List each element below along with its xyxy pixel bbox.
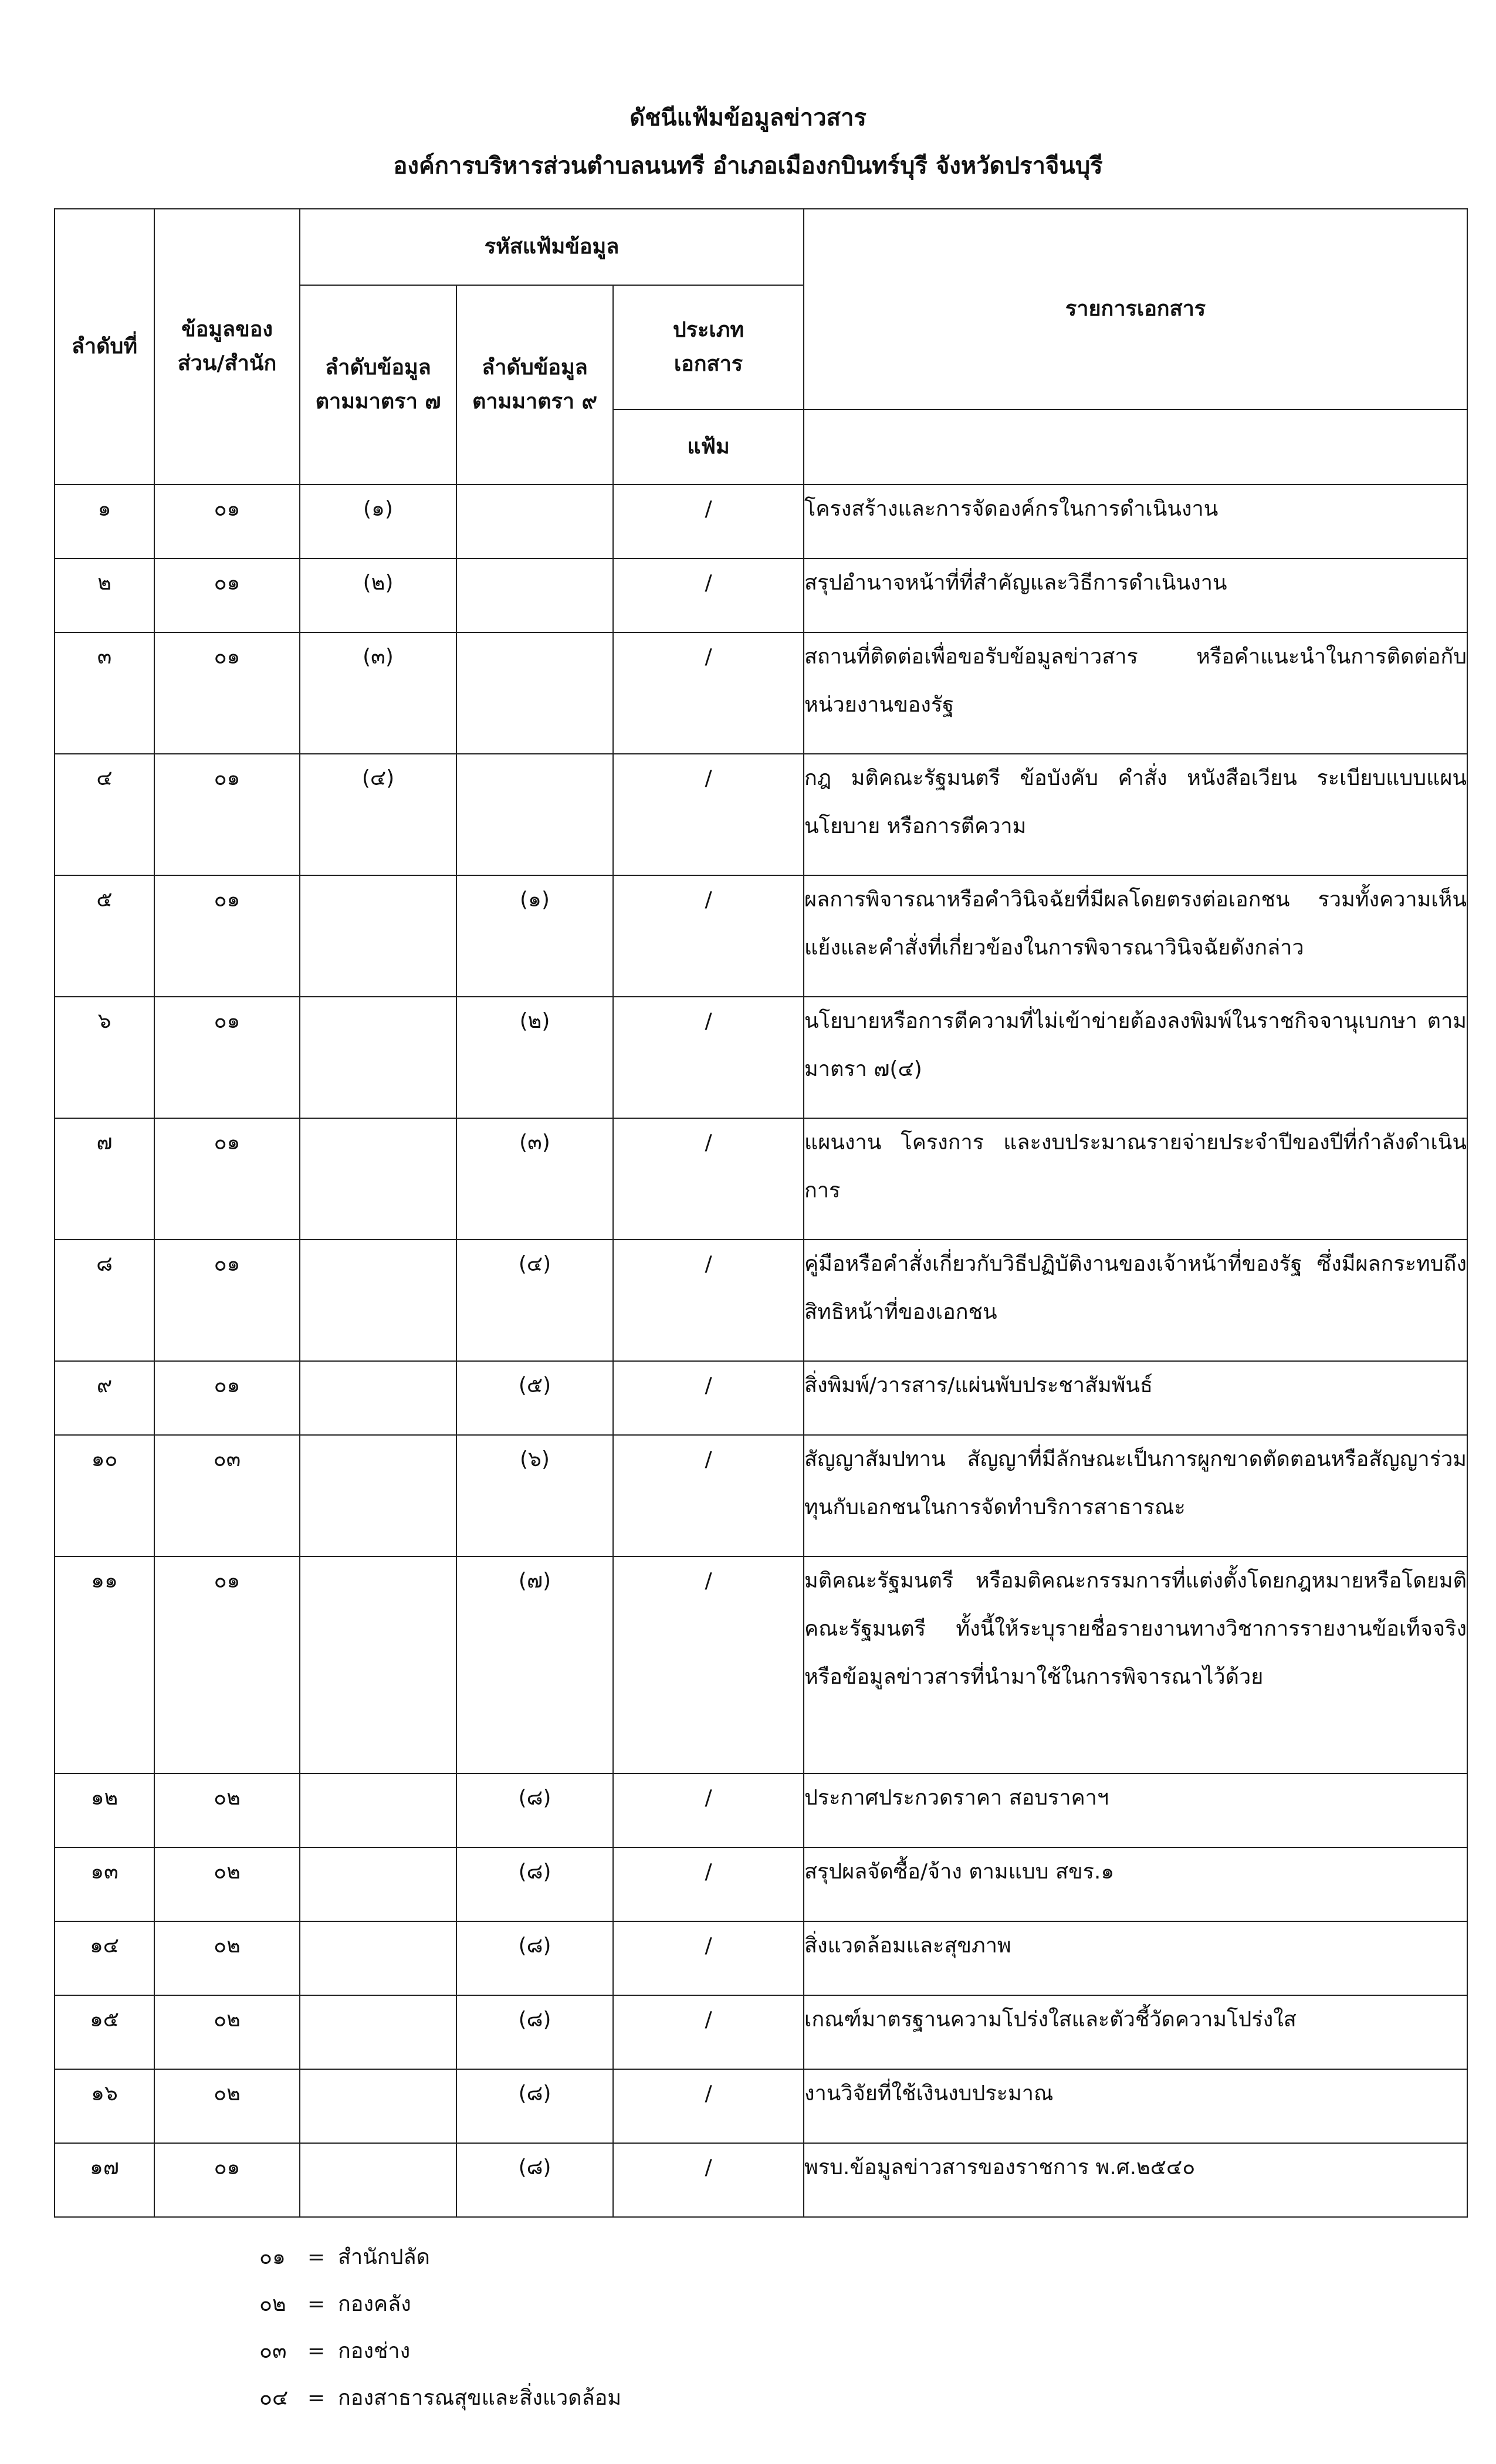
row-number: ๑๗ — [55, 2143, 154, 2217]
header-file-code-group: รหัสแฟ้มข้อมูล — [300, 209, 804, 285]
document-subtitle: องค์การบริหารส่วนตำบลนนทรี อำเภอเมืองกบินทร์บุรี จังหวัดปราจีนบุรี — [393, 153, 1103, 180]
row-article-9: (๘) — [456, 1995, 613, 2069]
table-row — [55, 2069, 1467, 2143]
row-article-9 — [456, 632, 613, 754]
row-article-7: (๓) — [300, 632, 456, 754]
legend-label: กองสาธารณสุขและสิ่งแวดล้อม — [338, 2386, 622, 2410]
table-row — [55, 485, 1467, 559]
row-number: ๑๒ — [55, 1773, 154, 1847]
row-article-9: (๖) — [456, 1435, 613, 1556]
department-legend — [259, 2234, 621, 2422]
legend-code: ๐๑ — [259, 2245, 286, 2269]
legend-item — [259, 2281, 621, 2328]
row-description: แผนงาน โครงการ และงบประมาณรายจ่ายประจำปีของปีที่กำลังดำเนินการ — [804, 1118, 1467, 1240]
row-description: เกณฑ์มาตรฐานความโปร่งใสและตัวชี้วัดความโปร่งใส — [804, 1995, 1467, 2069]
row-description: ประกาศประกวดราคา สอบราคาฯ — [804, 1773, 1467, 1847]
row-dept-code: ๐๑ — [154, 1361, 300, 1435]
row-description: กฎ มติคณะรัฐมนตรี ข้อบังคับ คำสั่ง หนังสือเวียน ระเบียบแบบแผน นโยบาย หรือการตีความ — [804, 754, 1467, 875]
row-file-mark: / — [613, 875, 804, 997]
row-file-mark: / — [613, 485, 804, 559]
row-number: ๕ — [55, 875, 154, 997]
legend-equals: = — [307, 2339, 326, 2363]
document-title: ดัชนีแฟ้มข้อมูลข่าวสาร — [629, 104, 867, 131]
row-description: สัญญาสัมปทาน สัญญาที่มีลักษณะเป็นการผูกขาดตัดตอนหรือสัญญาร่วมทุนกับเอกชนในการจัดทำบริการสาธารณะ — [804, 1435, 1467, 1556]
row-file-mark: / — [613, 1435, 804, 1556]
row-file-mark: / — [613, 997, 804, 1118]
row-number: ๑๓ — [55, 1847, 154, 1921]
file-index-table — [54, 208, 1468, 2218]
row-article-9: (๔) — [456, 1240, 613, 1361]
row-dept-code: ๐๑ — [154, 485, 300, 559]
row-number: ๑๕ — [55, 1995, 154, 2069]
table-row — [55, 1435, 1467, 1556]
row-article-9: (๕) — [456, 1361, 613, 1435]
row-article-7: (๑) — [300, 485, 456, 559]
row-article-9: (๘) — [456, 1847, 613, 1921]
row-file-mark: / — [613, 1921, 804, 1995]
row-file-mark: / — [613, 1995, 804, 2069]
row-article-7 — [300, 1773, 456, 1847]
header-doc-type: ประเภทเอกสาร — [613, 285, 804, 409]
row-number: ๗ — [55, 1118, 154, 1240]
row-article-7: (๔) — [300, 754, 456, 875]
legend-code: ๐๓ — [259, 2339, 287, 2363]
legend-label: กองช่าง — [338, 2339, 411, 2363]
row-dept-code: ๐๒ — [154, 1995, 300, 2069]
row-number: ๑๑ — [55, 1556, 154, 1773]
row-dept-code: ๐๑ — [154, 2143, 300, 2217]
row-dept-code: ๐๑ — [154, 1118, 300, 1240]
row-dept-code: ๐๑ — [154, 1556, 300, 1773]
row-article-9: (๗) — [456, 1556, 613, 1773]
row-dept-code: ๐๒ — [154, 1921, 300, 1995]
header-article-9: ลำดับข้อมูลตามมาตรา ๙ — [456, 285, 613, 485]
row-article-9: (๘) — [456, 1921, 613, 1995]
row-description: สิ่งแวดล้อมและสุขภาพ — [804, 1921, 1467, 1995]
row-file-mark: / — [613, 2143, 804, 2217]
table-row — [55, 754, 1467, 875]
row-article-7 — [300, 997, 456, 1118]
row-file-mark: / — [613, 1118, 804, 1240]
row-article-7 — [300, 1847, 456, 1921]
row-article-7 — [300, 1435, 456, 1556]
row-article-9: (๑) — [456, 875, 613, 997]
legend-item — [259, 2234, 621, 2281]
row-dept-code: ๐๑ — [154, 875, 300, 997]
legend-label: กองคลัง — [338, 2292, 411, 2316]
row-article-9: (๓) — [456, 1118, 613, 1240]
table-row — [55, 1773, 1467, 1847]
legend-item — [259, 2375, 621, 2422]
row-dept-code: ๐๑ — [154, 559, 300, 632]
row-description: มติคณะรัฐมนตรี หรือมติคณะกรรมการที่แต่งตั้งโดยกฎหมายหรือโดยมติคณะรัฐมนตรี ทั้งนี้ให้ระบุรายชื่อรายงานทางวิชาการรายงานข้อเท็จจริง หรือข้อมูลข่าวสารที่นำมาใช้ในการพิจารณาไว้ด้วย — [804, 1556, 1467, 1773]
row-file-mark: / — [613, 559, 804, 632]
row-file-mark: / — [613, 1361, 804, 1435]
row-article-9 — [456, 754, 613, 875]
legend-code: ๐๔ — [259, 2386, 289, 2410]
row-article-9 — [456, 485, 613, 559]
row-file-mark: / — [613, 632, 804, 754]
header-description: รายการเอกสาร — [804, 209, 1467, 409]
row-article-7 — [300, 1361, 456, 1435]
row-dept-code: ๐๒ — [154, 1847, 300, 1921]
row-number: ๓ — [55, 632, 154, 754]
row-article-7 — [300, 2143, 456, 2217]
row-description: สรุปผลจัดซื้อ/จ้าง ตามแบบ สขร.๑ — [804, 1847, 1467, 1921]
table-row — [55, 1921, 1467, 1995]
header-no: ลำดับที่ — [55, 209, 154, 485]
row-article-9: (๒) — [456, 997, 613, 1118]
row-dept-code: ๐๑ — [154, 997, 300, 1118]
table-row — [55, 2143, 1467, 2217]
header-description-spacer — [804, 409, 1467, 485]
row-number: ๘ — [55, 1240, 154, 1361]
row-description: สถานที่ติดต่อเพื่อขอรับข้อมูลข่าวสาร หรือคำแนะนำในการติดต่อกับหน่วยงานของรัฐ — [804, 632, 1467, 754]
row-number: ๑๐ — [55, 1435, 154, 1556]
row-article-7 — [300, 875, 456, 997]
row-number: ๑๖ — [55, 2069, 154, 2143]
row-article-7 — [300, 1240, 456, 1361]
table-row — [55, 875, 1467, 997]
row-number: ๖ — [55, 997, 154, 1118]
table-row — [55, 632, 1467, 754]
row-article-7 — [300, 1118, 456, 1240]
legend-equals: = — [307, 2292, 326, 2316]
table-row — [55, 1361, 1467, 1435]
row-description: นโยบายหรือการตีความที่ไม่เข้าข่ายต้องลงพิมพ์ในราชกิจจานุเบกษา ตามมาตรา ๗(๔) — [804, 997, 1467, 1118]
row-dept-code: ๐๓ — [154, 1435, 300, 1556]
header-dept: ข้อมูลของส่วน/สำนัก — [154, 209, 300, 485]
row-number: ๒ — [55, 559, 154, 632]
row-dept-code: ๐๑ — [154, 754, 300, 875]
row-number: ๙ — [55, 1361, 154, 1435]
row-file-mark: / — [613, 754, 804, 875]
row-file-mark: / — [613, 2069, 804, 2143]
legend-item — [259, 2328, 621, 2375]
row-dept-code: ๐๒ — [154, 1773, 300, 1847]
row-article-7 — [300, 2069, 456, 2143]
table-row — [55, 559, 1467, 632]
table-row — [55, 1240, 1467, 1361]
row-description: สรุปอำนาจหน้าที่ที่สำคัญและวิธีการดำเนินงาน — [804, 559, 1467, 632]
row-description: ผลการพิจารณาหรือคำวินิจฉัยที่มีผลโดยตรงต่อเอกชน รวมทั้งความเห็นแย้งและคำสั่งที่เกี่ยวข้องในการพิจารณาวินิจฉัยดังกล่าว — [804, 875, 1467, 997]
row-article-7 — [300, 1995, 456, 2069]
row-file-mark: / — [613, 1240, 804, 1361]
header-file: แฟ้ม — [613, 409, 804, 485]
table-row — [55, 1847, 1467, 1921]
row-description: งานวิจัยที่ใช้เงินงบประมาณ — [804, 2069, 1467, 2143]
row-number: ๑ — [55, 485, 154, 559]
legend-equals: = — [307, 2386, 326, 2410]
legend-equals: = — [307, 2245, 326, 2269]
row-article-9: (๘) — [456, 1773, 613, 1847]
header-article-7: ลำดับข้อมูลตามมาตรา ๗ — [300, 285, 456, 485]
legend-label: สำนักปลัด — [338, 2245, 430, 2269]
legend-code: ๐๒ — [259, 2292, 286, 2316]
row-dept-code: ๐๑ — [154, 632, 300, 754]
row-number: ๔ — [55, 754, 154, 875]
row-file-mark: / — [613, 1556, 804, 1773]
table-row — [55, 1556, 1467, 1773]
row-article-9: (๘) — [456, 2143, 613, 2217]
row-dept-code: ๐๒ — [154, 2069, 300, 2143]
row-article-9 — [456, 559, 613, 632]
row-article-7 — [300, 1921, 456, 1995]
table-row — [55, 1118, 1467, 1240]
row-description: พรบ.ข้อมูลข่าวสารของราชการ พ.ศ.๒๕๔๐ — [804, 2143, 1467, 2217]
row-file-mark: / — [613, 1773, 804, 1847]
row-description: โครงสร้างและการจัดองค์กรในการดำเนินงาน — [804, 485, 1467, 559]
table-row — [55, 997, 1467, 1118]
row-article-9: (๘) — [456, 2069, 613, 2143]
row-description: สิ่งพิมพ์/วารสาร/แผ่นพับประชาสัมพันธ์ — [804, 1361, 1467, 1435]
row-file-mark: / — [613, 1847, 804, 1921]
row-number: ๑๔ — [55, 1921, 154, 1995]
row-article-7 — [300, 1556, 456, 1773]
row-dept-code: ๐๑ — [154, 1240, 300, 1361]
row-article-7: (๒) — [300, 559, 456, 632]
table-row — [55, 1995, 1467, 2069]
row-description: คู่มือหรือคำสั่งเกี่ยวกับวิธีปฏิบัติงานของเจ้าหน้าที่ของรัฐ ซึ่งมีผลกระทบถึงสิทธิหน้าที่ของเอกชน — [804, 1240, 1467, 1361]
